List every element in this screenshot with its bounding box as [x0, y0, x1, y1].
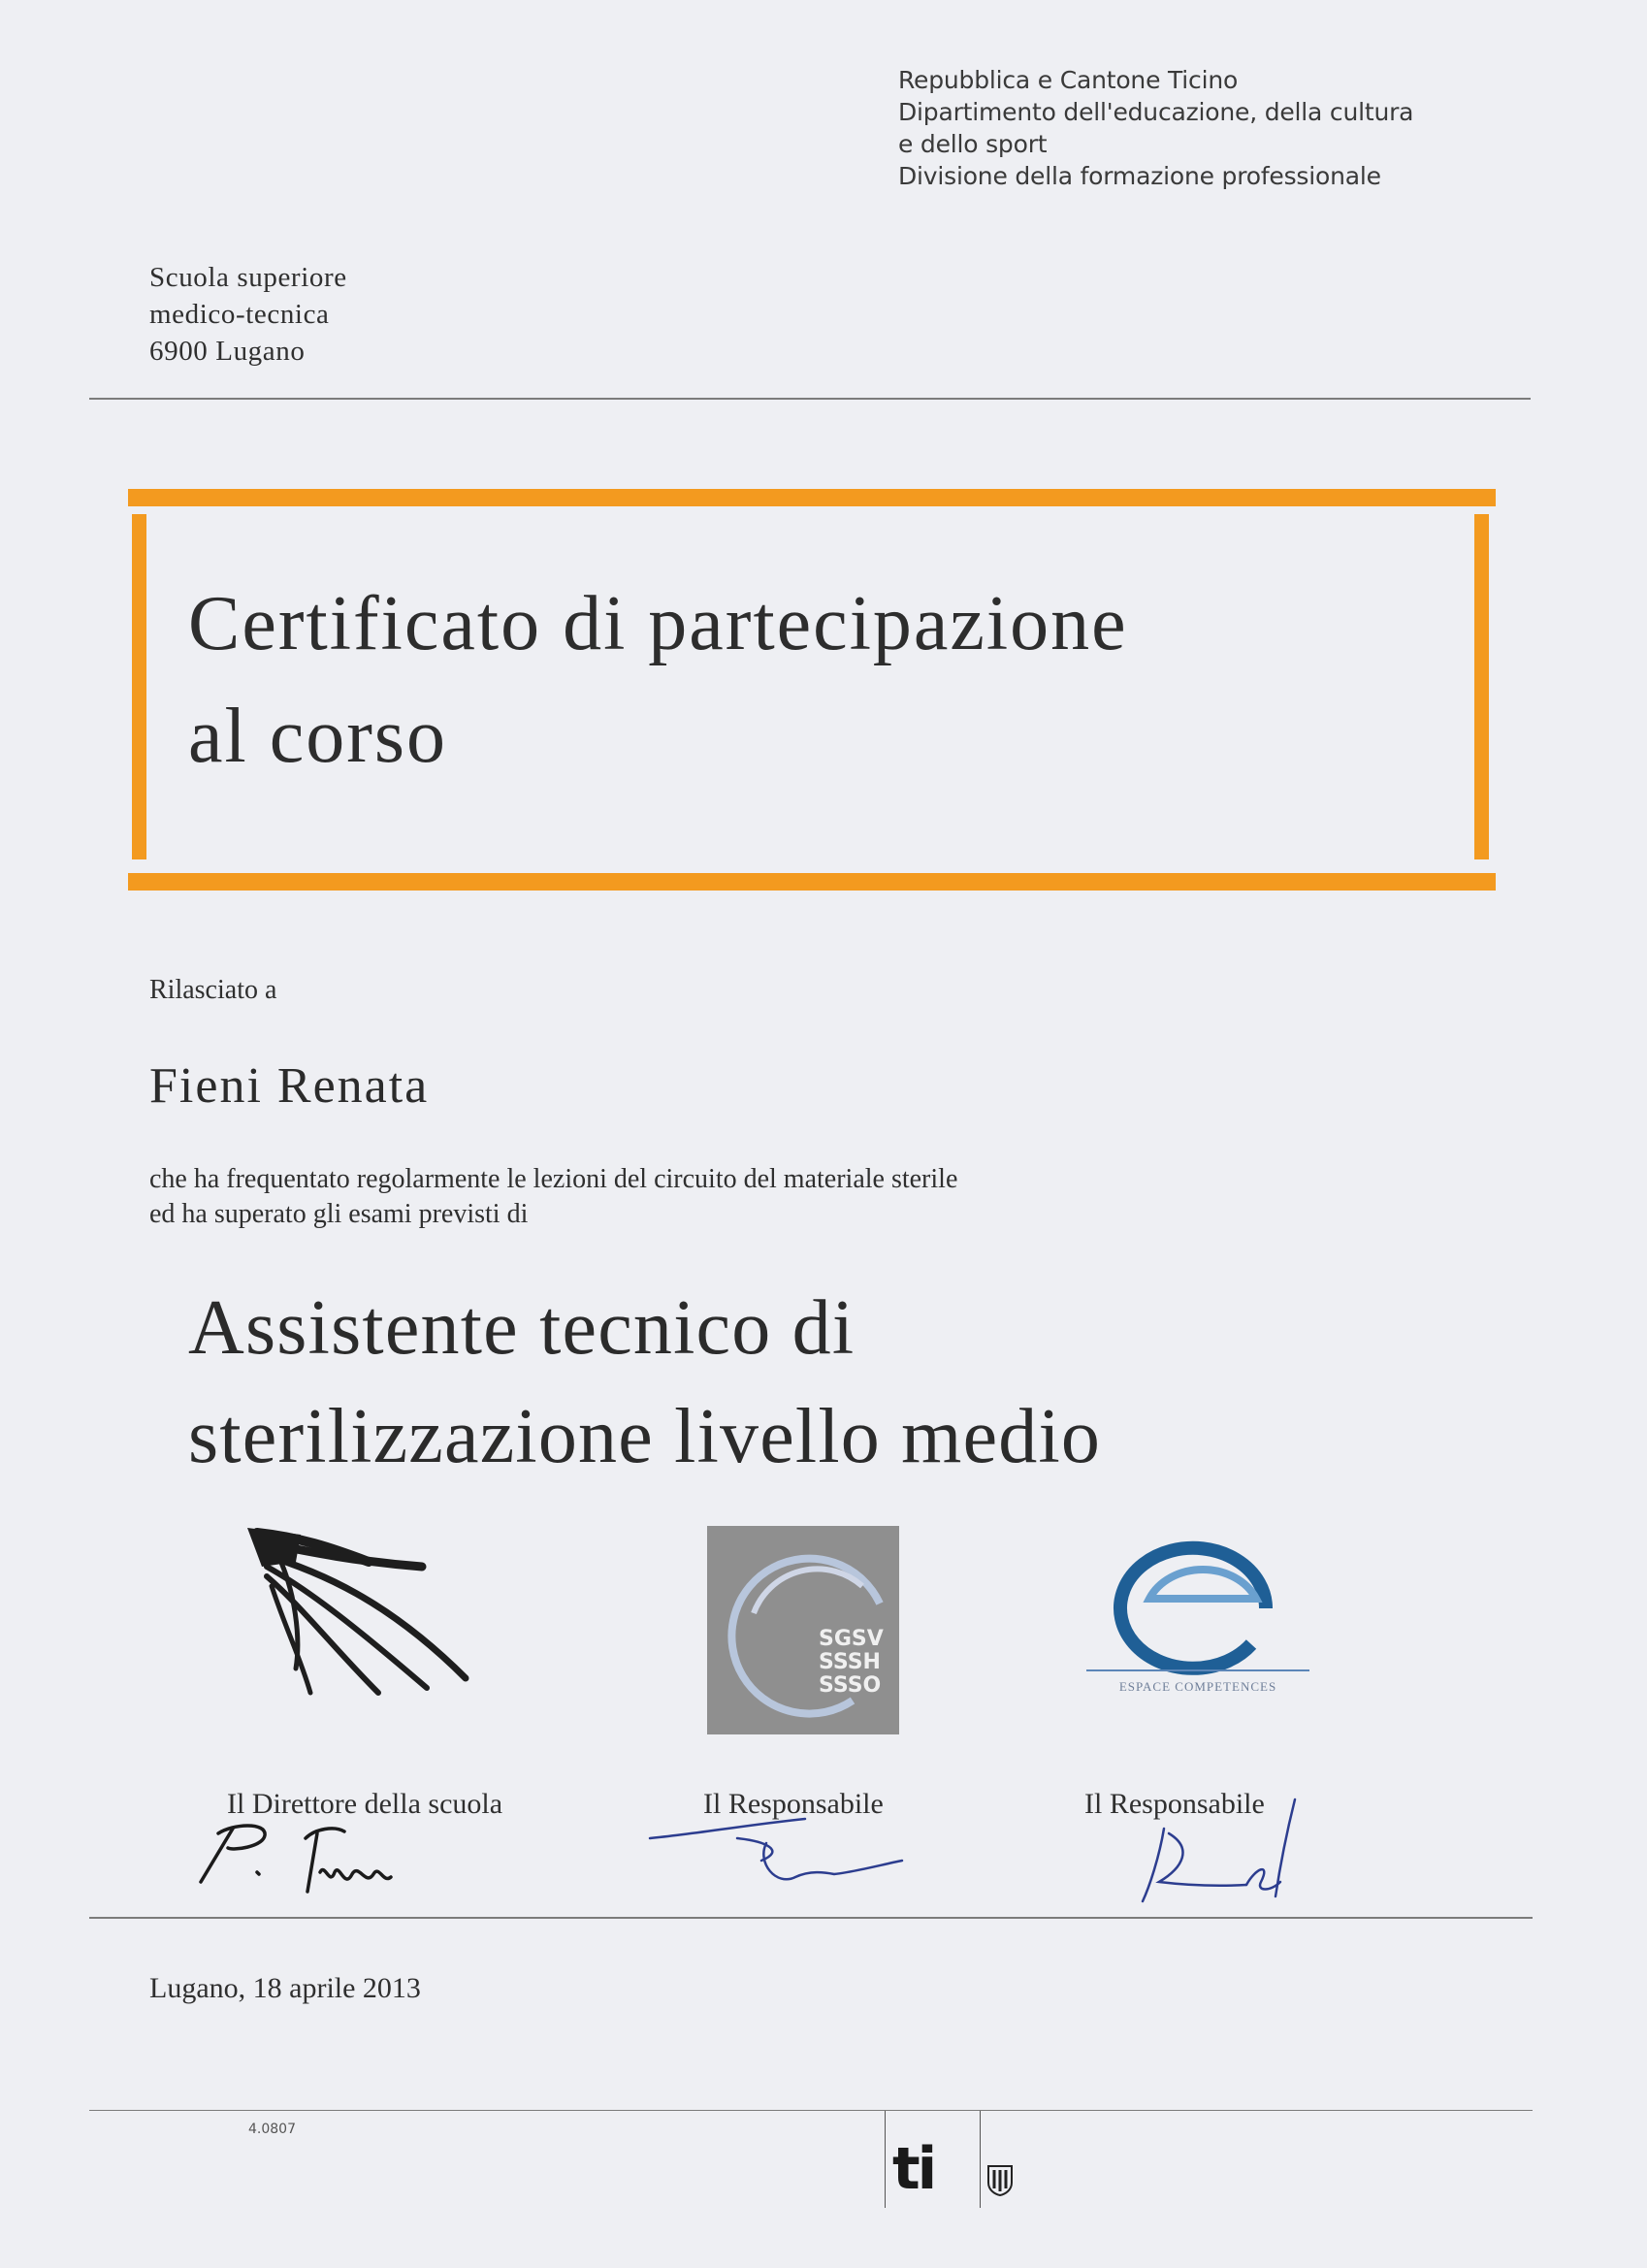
- school-address: [149, 259, 347, 370]
- sgsv-logo: [707, 1526, 899, 1734]
- course-line: Assistente tecnico di: [188, 1285, 856, 1371]
- description-line: ed ha superato gli esami previsti di: [149, 1199, 529, 1229]
- form-code: 4.0807: [248, 2122, 296, 2137]
- course-name: [188, 1274, 1101, 1491]
- sgsv-line: SGSV: [819, 1627, 884, 1651]
- issued-label: Rilasciato a: [149, 975, 277, 1005]
- ticino-logo-divider: [885, 2111, 886, 2208]
- director-label: Il Direttore della scuola: [227, 1788, 503, 1820]
- espace-competences-logo: [1086, 1533, 1309, 1707]
- course-description: [149, 1162, 957, 1232]
- director-signature: [189, 1804, 422, 1901]
- ti-logo-text: ti: [892, 2135, 935, 2203]
- ticino-shield-icon: [987, 2165, 1013, 2196]
- authority-line: Divisione della formazione professionale: [898, 162, 1381, 190]
- e-logo-icon: [1086, 1533, 1309, 1678]
- issue-date: Lugano, 18 aprile 2013: [149, 1972, 421, 2004]
- signature-divider: [89, 1917, 1533, 1919]
- issuing-authority: [898, 64, 1519, 192]
- authority-line: Repubblica e Cantone Ticino: [898, 66, 1239, 94]
- title-line: Certificato di partecipazione: [188, 581, 1128, 666]
- school-line: Scuola superiore: [149, 262, 347, 293]
- espace-competences-text: ESPACE COMPETENCES: [1118, 1679, 1277, 1694]
- school-line: 6900 Lugano: [149, 336, 306, 367]
- footer-divider: [89, 2110, 1533, 2111]
- authority-line: Dipartimento dell'educazione, della cultura: [898, 98, 1414, 126]
- responsible1-signature: [640, 1804, 912, 1901]
- school-line: medico-tecnica: [149, 299, 330, 330]
- header-divider: [89, 398, 1531, 400]
- responsible-label-2: Il Responsabile: [1084, 1788, 1265, 1820]
- title-frame-left: [132, 514, 146, 859]
- responsible2-signature: [1115, 1790, 1358, 1916]
- sgsv-line: SSSO: [819, 1673, 882, 1698]
- title-line: al corso: [188, 694, 448, 779]
- title-frame-right: [1474, 514, 1489, 859]
- description-line: che ha frequentato regolarmente le lezioni del circuito del materiale sterile: [149, 1164, 958, 1194]
- sgsv-line: SSSH: [819, 1650, 881, 1674]
- course-line: sterilizzazione livello medio: [188, 1394, 1102, 1479]
- school-logo: [242, 1523, 485, 1717]
- title-frame-top: [128, 489, 1496, 506]
- ticino-logo: [885, 2111, 1040, 2208]
- responsible-label-1: Il Responsabile: [703, 1788, 884, 1820]
- ticino-logo-divider: [980, 2111, 981, 2208]
- authority-line: e dello sport: [898, 130, 1048, 158]
- certificate-title: [188, 567, 1128, 793]
- title-frame-bottom: [128, 873, 1496, 891]
- recipient-name: Fieni Renata: [149, 1058, 430, 1114]
